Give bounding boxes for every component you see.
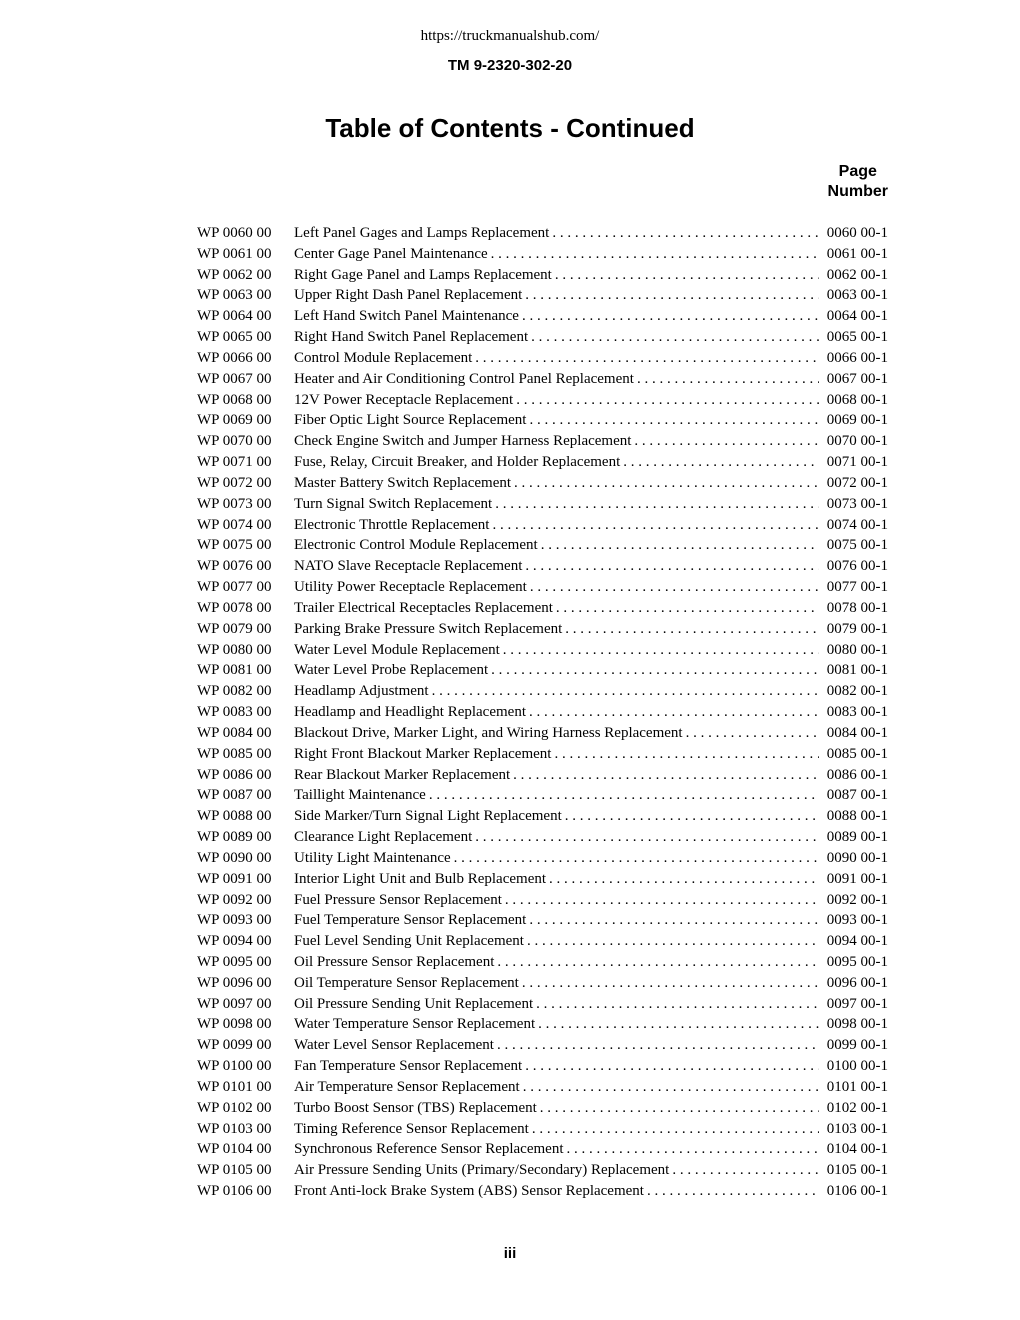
dot-leader bbox=[522, 306, 819, 327]
toc-entry[interactable] bbox=[197, 1181, 888, 1202]
toc-entry-wp-number: WP 0065 00 bbox=[197, 329, 272, 346]
toc-entry-title-with-leader bbox=[294, 1077, 819, 1098]
dot-leader bbox=[556, 598, 819, 619]
dot-leader bbox=[475, 827, 819, 848]
toc-entry-title: Right Front Blackout Marker Replacement bbox=[294, 745, 552, 762]
dot-leader bbox=[513, 765, 819, 786]
toc-entry-page-number: 0100 00-1 bbox=[826, 1058, 888, 1075]
toc-entry-title: Right Gage Panel and Lamps Replacement bbox=[294, 266, 552, 283]
toc-entry-title: Master Battery Switch Replacement bbox=[294, 474, 512, 491]
toc-entry-title-with-leader bbox=[294, 244, 819, 265]
toc-entry-page-number: 0092 00-1 bbox=[826, 891, 888, 908]
toc-entry-title-with-leader bbox=[294, 785, 819, 806]
toc-entry-title-with-leader bbox=[294, 869, 819, 890]
toc-entry-title: Fuel Level Sending Unit Replacement bbox=[294, 933, 524, 950]
toc-entry-title: 12V Power Receptacle Replacement bbox=[294, 391, 514, 408]
dot-leader bbox=[523, 1077, 819, 1098]
dot-leader bbox=[491, 660, 819, 681]
toc-entry-page-number: 0077 00-1 bbox=[826, 579, 888, 596]
dot-leader bbox=[492, 515, 818, 536]
toc-entry-title: Fuel Temperature Sensor Replacement bbox=[294, 912, 527, 929]
toc-entry[interactable] bbox=[197, 848, 888, 869]
toc-entry[interactable] bbox=[197, 702, 888, 723]
toc-entry-title: Fiber Optic Light Source Replacement bbox=[294, 412, 527, 429]
toc-entry-title: Side Marker/Turn Signal Light Replacement bbox=[294, 808, 562, 825]
toc-entry-wp-number: WP 0086 00 bbox=[197, 766, 272, 783]
source-url[interactable]: https://truckmanualshub.com/ bbox=[420, 28, 600, 44]
toc-entry-page-number: 0081 00-1 bbox=[826, 662, 888, 679]
toc-entry-page-number: 0105 00-1 bbox=[826, 1162, 888, 1179]
toc-entry-title: Oil Temperature Sensor Replacement bbox=[294, 974, 519, 991]
dot-leader bbox=[565, 806, 819, 827]
toc-entry-title: Oil Pressure Sensor Replacement bbox=[294, 953, 495, 970]
toc-entry-wp-number: WP 0093 00 bbox=[197, 912, 272, 929]
toc-entry-title: Water Level Module Replacement bbox=[294, 641, 500, 658]
toc-entry-title: Trailer Electrical Receptacles Replacement bbox=[294, 599, 553, 616]
toc-entry-wp-number: WP 0106 00 bbox=[197, 1183, 272, 1200]
toc-entry-page-number: 0067 00-1 bbox=[826, 370, 888, 387]
toc-entry-page-number: 0070 00-1 bbox=[826, 433, 888, 450]
toc-entry-wp-number: WP 0105 00 bbox=[197, 1162, 272, 1179]
dot-leader bbox=[623, 452, 819, 473]
toc-entry-title-with-leader bbox=[294, 431, 819, 452]
toc-entry[interactable] bbox=[197, 869, 888, 890]
dot-leader bbox=[522, 973, 819, 994]
toc-entry[interactable] bbox=[197, 410, 888, 431]
toc-entry-title: Fuse, Relay, Circuit Breaker, and Holder Replacement bbox=[294, 454, 621, 471]
dot-leader bbox=[541, 535, 819, 556]
toc-entry-title-with-leader bbox=[294, 1056, 819, 1077]
toc-entry[interactable] bbox=[197, 369, 888, 390]
toc-entry-title-with-leader bbox=[294, 640, 819, 661]
toc-entry-page-number: 0068 00-1 bbox=[826, 391, 888, 408]
toc-entry-title-with-leader bbox=[294, 1098, 819, 1119]
dot-leader bbox=[475, 348, 818, 369]
toc-entry[interactable] bbox=[197, 1119, 888, 1140]
toc-entry[interactable] bbox=[197, 619, 888, 640]
toc-entry-title-with-leader bbox=[294, 556, 819, 577]
toc-entry-page-number: 0071 00-1 bbox=[826, 454, 888, 471]
toc-entry[interactable] bbox=[197, 785, 888, 806]
dot-leader bbox=[525, 1056, 819, 1077]
toc-entry-page-number: 0083 00-1 bbox=[826, 704, 888, 721]
dot-leader bbox=[538, 1014, 819, 1035]
toc-entry-wp-number: WP 0068 00 bbox=[197, 391, 272, 408]
toc-entry[interactable] bbox=[197, 1098, 888, 1119]
toc-entry[interactable] bbox=[197, 1077, 888, 1098]
document-id: TM 9-2320-302-20 bbox=[447, 57, 573, 74]
toc-entry-page-number: 0065 00-1 bbox=[826, 329, 888, 346]
page-number-column-header bbox=[828, 162, 888, 202]
toc-entry[interactable] bbox=[197, 660, 888, 681]
toc-entry-title-with-leader bbox=[294, 223, 819, 244]
toc-entry-page-number: 0101 00-1 bbox=[826, 1078, 888, 1095]
toc-entry-title-with-leader bbox=[294, 410, 819, 431]
toc-entry-title: Headlamp and Headlight Replacement bbox=[294, 704, 526, 721]
toc-entry-page-number: 0069 00-1 bbox=[826, 412, 888, 429]
toc-entry-page-number: 0089 00-1 bbox=[826, 829, 888, 846]
toc-entry[interactable] bbox=[197, 806, 888, 827]
dot-leader bbox=[497, 952, 818, 973]
dot-leader bbox=[529, 702, 819, 723]
toc-entry-title-with-leader bbox=[294, 952, 819, 973]
toc-entry[interactable] bbox=[197, 681, 888, 702]
toc-entry-title-with-leader bbox=[294, 931, 819, 952]
toc-entry-title: Right Hand Switch Panel Replacement bbox=[294, 329, 529, 346]
toc-entry-title-with-leader bbox=[294, 723, 819, 744]
toc-entry-wp-number: WP 0092 00 bbox=[197, 891, 272, 908]
toc-entry-page-number: 0098 00-1 bbox=[826, 1016, 888, 1033]
toc-entry-title-with-leader bbox=[294, 848, 819, 869]
page-header-line1: Page bbox=[838, 163, 877, 180]
toc-entry-page-number: 0082 00-1 bbox=[826, 683, 888, 700]
toc-entry-title: Left Panel Gages and Lamps Replacement bbox=[294, 225, 550, 241]
toc-entry[interactable] bbox=[197, 598, 888, 619]
toc-entry-title-with-leader bbox=[294, 265, 819, 286]
toc-entry-title-with-leader bbox=[294, 806, 819, 827]
toc-entry-title-with-leader bbox=[294, 1160, 819, 1181]
toc-entry[interactable] bbox=[197, 765, 888, 786]
dot-leader bbox=[505, 890, 819, 911]
toc-entry-page-number: 0073 00-1 bbox=[826, 495, 888, 512]
toc-entry-wp-number: WP 0084 00 bbox=[197, 724, 272, 741]
toc-entry-page-number: 0075 00-1 bbox=[826, 537, 888, 554]
dot-leader bbox=[536, 994, 819, 1015]
toc-entry-wp-number: WP 0076 00 bbox=[197, 558, 272, 575]
toc-entry-wp-number: WP 0080 00 bbox=[197, 641, 272, 658]
toc-entry-title: Timing Reference Sensor Replacement bbox=[294, 1120, 529, 1137]
toc-entry-page-number: 0102 00-1 bbox=[826, 1099, 888, 1116]
toc-entry-page-number: 0087 00-1 bbox=[826, 787, 888, 804]
toc-entry-page-number: 0064 00-1 bbox=[826, 308, 888, 325]
toc-entry[interactable] bbox=[197, 1139, 888, 1160]
toc-entry-wp-number: WP 0077 00 bbox=[197, 579, 272, 596]
toc-entry[interactable] bbox=[197, 473, 888, 494]
toc-entry-wp-number: WP 0067 00 bbox=[197, 370, 272, 387]
toc-entry-wp-number: WP 0094 00 bbox=[197, 933, 272, 950]
toc-entry[interactable] bbox=[197, 952, 888, 973]
toc-entry[interactable] bbox=[197, 931, 888, 952]
toc-entry-page-number: 0060 00-1 bbox=[826, 225, 888, 241]
dot-leader bbox=[549, 869, 819, 890]
toc-entry-page-number: 0062 00-1 bbox=[826, 266, 888, 283]
dot-leader bbox=[527, 931, 819, 952]
toc-entry-title-with-leader bbox=[294, 973, 819, 994]
toc-entry-title-with-leader bbox=[294, 452, 819, 473]
toc-entry-title: Check Engine Switch and Jumper Harness Replacement bbox=[294, 433, 632, 450]
toc-entry-page-number: 0072 00-1 bbox=[826, 474, 888, 491]
toc-entry-wp-number: WP 0063 00 bbox=[197, 287, 272, 304]
toc-entry-wp-number: WP 0079 00 bbox=[197, 620, 272, 637]
toc-entry-page-number: 0096 00-1 bbox=[826, 974, 888, 991]
toc-entry[interactable] bbox=[197, 577, 888, 598]
toc-entry-title: Electronic Control Module Replacement bbox=[294, 537, 538, 554]
toc-entry-page-number: 0061 00-1 bbox=[826, 245, 888, 262]
toc-entry-title: Rear Blackout Marker Replacement bbox=[294, 766, 511, 783]
toc-entry-wp-number: WP 0101 00 bbox=[197, 1078, 272, 1095]
toc-entry-title-with-leader bbox=[294, 1139, 819, 1160]
toc-entry-title-with-leader bbox=[294, 910, 819, 931]
toc-entry-title-with-leader bbox=[294, 619, 819, 640]
dot-leader bbox=[525, 285, 818, 306]
toc-entry[interactable] bbox=[197, 744, 888, 765]
toc-entry[interactable] bbox=[197, 1035, 888, 1056]
toc-entry-title-with-leader bbox=[294, 515, 819, 536]
dot-leader bbox=[555, 265, 819, 286]
toc-entry-wp-number: WP 0098 00 bbox=[197, 1016, 272, 1033]
toc-entry-wp-number: WP 0060 00 bbox=[197, 225, 272, 241]
page-footer-number: iii bbox=[503, 1245, 517, 1262]
toc-entry-wp-number: WP 0081 00 bbox=[197, 662, 272, 679]
toc-entry-wp-number: WP 0085 00 bbox=[197, 745, 272, 762]
toc-entry[interactable] bbox=[197, 390, 888, 411]
toc-entry-wp-number: WP 0064 00 bbox=[197, 308, 272, 325]
toc-entry-page-number: 0094 00-1 bbox=[826, 933, 888, 950]
toc-entry-title-with-leader bbox=[294, 369, 819, 390]
toc-entry-title: Fan Temperature Sensor Replacement bbox=[294, 1058, 523, 1075]
dot-leader bbox=[429, 785, 819, 806]
toc-entry-page-number: 0097 00-1 bbox=[826, 995, 888, 1012]
toc-entry-wp-number: WP 0087 00 bbox=[197, 787, 272, 804]
toc-entry-title: Interior Light Unit and Bulb Replacement bbox=[294, 870, 547, 887]
toc-entry-wp-number: WP 0089 00 bbox=[197, 829, 272, 846]
toc-entry-wp-number: WP 0096 00 bbox=[197, 974, 272, 991]
toc-entry-wp-number: WP 0102 00 bbox=[197, 1099, 272, 1116]
toc-entry-wp-number: WP 0097 00 bbox=[197, 995, 272, 1012]
toc-entry[interactable] bbox=[197, 348, 888, 369]
toc-entry-title: Water Level Probe Replacement bbox=[294, 662, 489, 679]
toc-entry-page-number: 0106 00-1 bbox=[826, 1183, 888, 1200]
toc-entry-wp-number: WP 0099 00 bbox=[197, 1037, 272, 1054]
toc-entry-wp-number: WP 0104 00 bbox=[197, 1141, 272, 1158]
dot-leader bbox=[532, 1119, 819, 1140]
dot-leader bbox=[552, 223, 818, 244]
toc-entry-title-with-leader bbox=[294, 494, 819, 515]
toc-entry-wp-number: WP 0066 00 bbox=[197, 349, 272, 366]
toc-entry-title: Blackout Drive, Marker Light, and Wiring Harness Replacement bbox=[294, 724, 683, 741]
toc-entry-page-number: 0066 00-1 bbox=[826, 349, 888, 366]
toc-entry[interactable] bbox=[197, 827, 888, 848]
toc-entry-title: Synchronous Reference Sensor Replacement bbox=[294, 1141, 564, 1158]
toc-entry-title: Taillight Maintenance bbox=[294, 787, 426, 804]
toc-entry-title-with-leader bbox=[294, 765, 819, 786]
toc-entry[interactable] bbox=[197, 223, 888, 244]
toc-entry-page-number: 0091 00-1 bbox=[826, 870, 888, 887]
toc-entry-title-with-leader bbox=[294, 681, 819, 702]
toc-entry[interactable] bbox=[197, 285, 888, 306]
toc-entry-title: Fuel Pressure Sensor Replacement bbox=[294, 891, 502, 908]
toc-entry-page-number: 0078 00-1 bbox=[826, 599, 888, 616]
toc-entry-page-number: 0086 00-1 bbox=[826, 766, 888, 783]
toc-entry-title-with-leader bbox=[294, 1181, 819, 1202]
toc-entry[interactable] bbox=[197, 1056, 888, 1077]
dot-leader bbox=[531, 327, 819, 348]
dot-leader bbox=[672, 1160, 818, 1181]
toc-entry-page-number: 0093 00-1 bbox=[826, 912, 888, 929]
toc-entry-page-number: 0090 00-1 bbox=[826, 849, 888, 866]
toc-entry-wp-number: WP 0074 00 bbox=[197, 516, 272, 533]
toc-entry-title: Parking Brake Pressure Switch Replacement bbox=[294, 620, 563, 637]
dot-leader bbox=[554, 744, 818, 765]
toc-entry-title: Turn Signal Switch Replacement bbox=[294, 495, 493, 512]
toc-entry-wp-number: WP 0083 00 bbox=[197, 704, 272, 721]
toc-entry[interactable] bbox=[197, 306, 888, 327]
toc-entry-title: Control Module Replacement bbox=[294, 349, 473, 366]
toc-entry[interactable] bbox=[197, 1160, 888, 1181]
toc-entry-wp-number: WP 0090 00 bbox=[197, 849, 272, 866]
dot-leader bbox=[634, 431, 818, 452]
toc-entry[interactable] bbox=[197, 431, 888, 452]
toc-entry-wp-number: WP 0078 00 bbox=[197, 599, 272, 616]
toc-entry-title: Electronic Throttle Replacement bbox=[294, 516, 490, 533]
toc-entry[interactable] bbox=[197, 515, 888, 536]
toc-entry-title: Oil Pressure Sending Unit Replacement bbox=[294, 995, 534, 1012]
toc-entry-title: Heater and Air Conditioning Control Panel Replacement bbox=[294, 370, 634, 387]
toc-entry-title-with-leader bbox=[294, 348, 819, 369]
dot-leader bbox=[529, 910, 818, 931]
toc-list bbox=[197, 223, 888, 1202]
dot-leader bbox=[495, 494, 819, 515]
toc-entry-wp-number: WP 0082 00 bbox=[197, 683, 272, 700]
toc-entry[interactable] bbox=[197, 890, 888, 911]
toc-entry-title-with-leader bbox=[294, 1119, 819, 1140]
toc-entry[interactable] bbox=[197, 452, 888, 473]
dot-leader bbox=[540, 1098, 819, 1119]
toc-entry-wp-number: WP 0100 00 bbox=[197, 1058, 272, 1075]
toc-entry-wp-number: WP 0091 00 bbox=[197, 870, 272, 887]
toc-entry-title: Water Level Sensor Replacement bbox=[294, 1037, 494, 1054]
dot-leader bbox=[686, 723, 819, 744]
toc-entry[interactable] bbox=[197, 556, 888, 577]
toc-entry-page-number: 0080 00-1 bbox=[826, 641, 888, 658]
toc-entry-title-with-leader bbox=[294, 890, 819, 911]
toc-entry-title-with-leader bbox=[294, 994, 819, 1015]
toc-entry-title-with-leader bbox=[294, 285, 819, 306]
dot-leader bbox=[503, 640, 819, 661]
dot-leader bbox=[514, 473, 819, 494]
toc-entry-title: Center Gage Panel Maintenance bbox=[294, 245, 488, 262]
toc-entry-page-number: 0074 00-1 bbox=[826, 516, 888, 533]
dot-leader bbox=[647, 1181, 819, 1202]
dot-leader bbox=[637, 369, 819, 390]
toc-entry-title-with-leader bbox=[294, 1035, 819, 1056]
toc-entry-wp-number: WP 0088 00 bbox=[197, 808, 272, 825]
toc-entry-wp-number: WP 0072 00 bbox=[197, 474, 272, 491]
toc-entry[interactable] bbox=[197, 910, 888, 931]
toc-entry-title-with-leader bbox=[294, 390, 819, 411]
toc-entry[interactable] bbox=[197, 640, 888, 661]
toc-entry-title-with-leader bbox=[294, 1014, 819, 1035]
toc-entry-title-with-leader bbox=[294, 702, 819, 723]
toc-entry-title: Front Anti-lock Brake System (ABS) Sensor Replacement bbox=[294, 1183, 644, 1200]
toc-entry-title: Air Temperature Sensor Replacement bbox=[294, 1078, 520, 1095]
dot-leader bbox=[525, 556, 818, 577]
dot-leader bbox=[567, 1139, 819, 1160]
toc-entry-title: Clearance Light Replacement bbox=[294, 829, 473, 846]
toc-entry-page-number: 0063 00-1 bbox=[826, 287, 888, 304]
toc-entry[interactable] bbox=[197, 327, 888, 348]
toc-entry[interactable] bbox=[197, 244, 888, 265]
toc-entry-title: Air Pressure Sending Units (Primary/Secondary) Replacement bbox=[294, 1162, 670, 1179]
dot-leader bbox=[516, 390, 819, 411]
toc-entry-title-with-leader bbox=[294, 660, 819, 681]
toc-entry-wp-number: WP 0070 00 bbox=[197, 433, 272, 450]
dot-leader bbox=[530, 577, 819, 598]
toc-entry-page-number: 0085 00-1 bbox=[826, 745, 888, 762]
toc-entry-title-with-leader bbox=[294, 744, 819, 765]
toc-entry[interactable] bbox=[197, 994, 888, 1015]
toc-entry-title-with-leader bbox=[294, 577, 819, 598]
toc-entry-page-number: 0079 00-1 bbox=[826, 620, 888, 637]
toc-entry-wp-number: WP 0071 00 bbox=[197, 454, 272, 471]
toc-entry-title: Headlamp Adjustment bbox=[294, 683, 429, 700]
toc-entry-title-with-leader bbox=[294, 473, 819, 494]
toc-entry[interactable] bbox=[197, 265, 888, 286]
page-header-line2: Number bbox=[827, 183, 888, 200]
toc-entry[interactable] bbox=[197, 1014, 888, 1035]
toc-entry-title: Water Temperature Sensor Replacement bbox=[294, 1016, 536, 1033]
toc-entry[interactable] bbox=[197, 535, 888, 556]
toc-entry[interactable] bbox=[197, 494, 888, 515]
toc-entry-wp-number: WP 0073 00 bbox=[197, 495, 272, 512]
toc-entry-page-number: 0095 00-1 bbox=[826, 953, 888, 970]
toc-entry-page-number: 0088 00-1 bbox=[826, 808, 888, 825]
toc-entry-wp-number: WP 0061 00 bbox=[197, 245, 272, 262]
toc-entry-title-with-leader bbox=[294, 535, 819, 556]
toc-entry-title-with-leader bbox=[294, 306, 819, 327]
toc-entry-title: Utility Light Maintenance bbox=[294, 849, 451, 866]
dot-leader bbox=[497, 1035, 819, 1056]
toc-entry-title-with-leader bbox=[294, 598, 819, 619]
toc-entry-title: NATO Slave Receptacle Replacement bbox=[294, 558, 523, 575]
dot-leader bbox=[529, 410, 818, 431]
toc-entry-page-number: 0104 00-1 bbox=[826, 1141, 888, 1158]
toc-entry-title: Left Hand Switch Panel Maintenance bbox=[294, 308, 519, 325]
dot-leader bbox=[491, 244, 819, 265]
toc-entry-page-number: 0103 00-1 bbox=[826, 1120, 888, 1137]
toc-entry-page-number: 0099 00-1 bbox=[826, 1037, 888, 1054]
toc-entry-wp-number: WP 0095 00 bbox=[197, 953, 272, 970]
dot-leader bbox=[454, 848, 819, 869]
toc-entry-wp-number: WP 0062 00 bbox=[197, 266, 272, 283]
toc-entry-title: Upper Right Dash Panel Replacement bbox=[294, 287, 523, 304]
toc-entry-page-number: 0084 00-1 bbox=[826, 724, 888, 741]
toc-entry-title-with-leader bbox=[294, 327, 819, 348]
toc-entry[interactable] bbox=[197, 723, 888, 744]
page-title: Table of Contents - Continued bbox=[325, 113, 695, 143]
toc-entry-title: Utility Power Receptacle Replacement bbox=[294, 579, 527, 596]
toc-entry[interactable] bbox=[197, 973, 888, 994]
toc-entry-wp-number: WP 0075 00 bbox=[197, 537, 272, 554]
toc-entry-title: Turbo Boost Sensor (TBS) Replacement bbox=[294, 1099, 537, 1116]
toc-entry-page-number: 0076 00-1 bbox=[826, 558, 888, 575]
toc-entry-wp-number: WP 0069 00 bbox=[197, 412, 272, 429]
dot-leader bbox=[432, 681, 819, 702]
toc-entry-title-with-leader bbox=[294, 827, 819, 848]
toc-entry-wp-number: WP 0103 00 bbox=[197, 1120, 272, 1137]
dot-leader bbox=[565, 619, 818, 640]
